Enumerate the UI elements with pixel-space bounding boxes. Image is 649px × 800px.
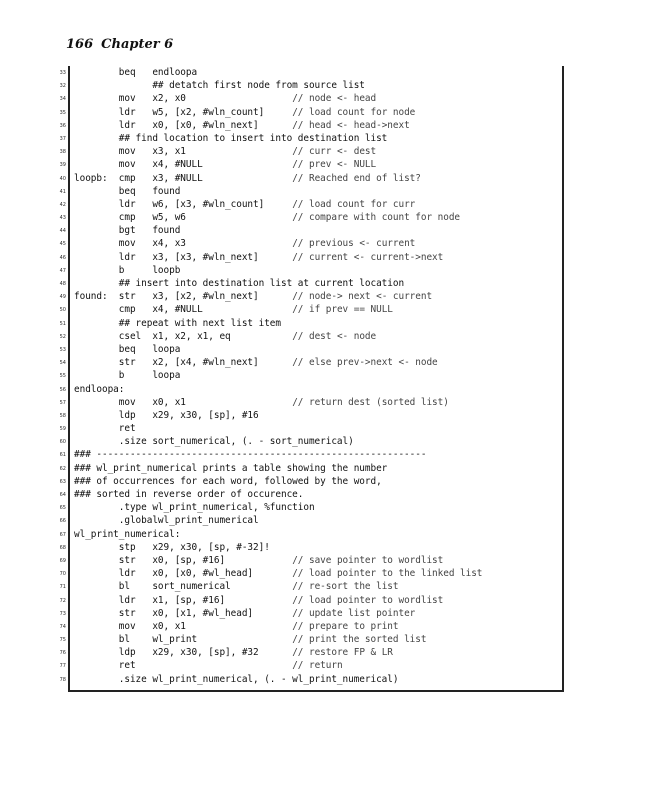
line-number: 45 [59, 241, 66, 248]
line-number: 77 [59, 663, 66, 670]
code-line [59, 237, 562, 250]
line-number: 74 [59, 623, 66, 630]
code-line [59, 646, 562, 659]
line-number: 47 [59, 267, 66, 274]
code-text: ## find location to insert into destination list [74, 132, 388, 144]
code-line [59, 369, 562, 382]
line-number: 57 [59, 399, 66, 406]
code-line [59, 290, 562, 303]
code-text: ldr x0, [x0, #wln_next] // head <- head->next [74, 119, 410, 131]
code-text: ldp x29, x30, [sp], #32 // restore FP & LR [74, 647, 393, 659]
code-line [59, 303, 562, 316]
code-comment: // node-> next <- current [292, 291, 433, 303]
code-text: ## insert into destination list at current location [74, 278, 405, 289]
code-line [59, 211, 562, 224]
code-line [59, 594, 562, 607]
code-text: str x2, [x4, #wln_next] // else prev->next <- node [74, 357, 438, 369]
line-number: 56 [59, 386, 66, 393]
code-line [59, 396, 562, 409]
code-text: ret // return [74, 660, 343, 672]
line-number: 32 [59, 83, 66, 90]
line-number: 66 [59, 518, 66, 525]
code-text: ldp x29, x30, [sp], #16 [74, 409, 259, 421]
code-text: bgt found [74, 225, 181, 237]
code-comment: // else prev->next <- node [292, 357, 438, 369]
line-number: 43 [59, 215, 66, 222]
line-number: 61 [59, 452, 66, 459]
line-number: 41 [59, 188, 66, 195]
line-number: 40 [59, 175, 66, 182]
code-comment: // load pointer to wordlist [292, 594, 444, 606]
line-number: 42 [59, 201, 66, 208]
code-line [59, 198, 562, 211]
code-text: mov x0, x1 // return dest (sorted list) [74, 396, 449, 408]
code-line [59, 620, 562, 633]
code-text: found: str x3, [x2, #wln_next] // node-> next <- current [74, 291, 433, 303]
code-text: beq loopa [74, 343, 181, 355]
code-comment: // save pointer to wordlist [292, 554, 444, 566]
code-text: ### of occurrences for each word, followed by the word, [74, 475, 382, 487]
line-number: 34 [59, 96, 66, 103]
code-text: .size sort_numerical, (. - sort_numerical) [74, 436, 354, 448]
page-number: 166 [66, 37, 94, 52]
code-line [59, 383, 562, 396]
line-number: 78 [59, 676, 66, 683]
code-line [59, 264, 562, 277]
code-text: ldr w6, [x3, #wln_count] // load count for curr [74, 198, 416, 210]
code-line [59, 501, 562, 514]
code-text: ldr x1, [sp, #16] // load pointer to wordlist [74, 594, 444, 606]
code-comment: // compare with count for node [292, 212, 461, 224]
line-number: 36 [59, 122, 66, 129]
code-line [59, 607, 562, 620]
code-text: cmp x4, #NULL // if prev == NULL [74, 304, 393, 316]
line-number: 70 [59, 571, 66, 578]
code-text: mov x2, x0 // node <- head [74, 93, 377, 105]
code-line [59, 448, 562, 461]
code-comment: // restore FP & LR [292, 647, 393, 659]
code-text: .globalwl_print_numerical [74, 515, 259, 527]
line-number: 72 [59, 597, 66, 604]
code-lines [59, 66, 562, 686]
line-number: 58 [59, 412, 66, 419]
code-line [59, 462, 562, 475]
line-number: 75 [59, 637, 66, 644]
line-number: 76 [59, 650, 66, 657]
code-text: csel x1, x2, x1, eq // dest <- node [74, 330, 377, 342]
line-number: 50 [59, 307, 66, 314]
line-number: 44 [59, 228, 66, 235]
code-line [59, 409, 562, 422]
code-line [59, 277, 562, 290]
code-line [59, 132, 562, 145]
code-text: ldr x0, [x0, #wl_head] // load pointer to the linked list [74, 568, 483, 580]
code-listing [59, 66, 564, 692]
line-number: 33 [59, 70, 66, 76]
code-line [59, 528, 562, 541]
code-text: wl_print_numerical: [74, 528, 181, 540]
line-number: 62 [59, 465, 66, 472]
code-text: ### wl_print_numerical prints a table showing the number [74, 462, 388, 474]
code-line [59, 422, 562, 435]
code-text: b loopa [74, 370, 181, 382]
code-text: .type wl_print_numerical, %function [74, 502, 315, 514]
line-number: 69 [59, 557, 66, 564]
code-text: ### sorted in reverse order of occurence. [74, 489, 304, 500]
code-text: ### ----------------------------------------------------------- [74, 449, 427, 461]
line-number: 71 [59, 584, 66, 591]
line-number: 52 [59, 333, 66, 340]
code-comment: // load pointer to the linked list [292, 568, 483, 580]
code-line [59, 475, 562, 488]
line-number: 53 [59, 346, 66, 353]
code-line [59, 158, 562, 171]
line-number: 48 [59, 281, 66, 287]
code-text: beq endloopa [74, 67, 198, 78]
code-text: cmp w5, w6 // compare with count for node [74, 212, 461, 224]
code-text: mov x0, x1 // prepare to print [74, 620, 399, 632]
code-text: str x0, [sp, #16] // save pointer to wordlist [74, 554, 444, 566]
code-text: b loopb [74, 264, 181, 276]
code-text: ret [74, 423, 153, 435]
code-comment: // load count for curr [292, 198, 416, 210]
code-line [59, 185, 562, 198]
code-comment: // return dest (sorted list) [292, 396, 449, 408]
line-number: 35 [59, 109, 66, 116]
code-comment: // node <- head [292, 93, 377, 105]
code-comment: // if prev == NULL [292, 304, 393, 316]
code-line [59, 251, 562, 264]
code-line [59, 514, 562, 527]
code-text: mov x3, x1 // curr <- dest [74, 146, 377, 158]
code-text: bl wl_print // print the sorted list [74, 634, 427, 646]
code-text: ldr x3, [x3, #wln_next] // current <- current->next [74, 251, 444, 263]
code-line [59, 92, 562, 105]
line-number: 60 [59, 439, 66, 446]
code-comment: // prev <- NULL [292, 159, 377, 171]
code-line [59, 659, 562, 672]
code-text: mov x4, x3 // previous <- current [74, 238, 416, 250]
code-comment: // load count for node [292, 106, 416, 118]
code-comment: // dest <- node [292, 330, 377, 342]
code-text: beq found [74, 185, 181, 197]
code-line [59, 343, 562, 356]
code-line [59, 435, 562, 448]
line-number: 73 [59, 610, 66, 617]
code-text: ## repeat with next list item [74, 317, 281, 329]
code-line [59, 673, 562, 686]
line-number: 63 [59, 478, 66, 485]
code-line [59, 541, 562, 554]
code-line [59, 119, 562, 132]
code-comment: // Reached end of list? [292, 172, 421, 184]
code-text: loopb: cmp x3, #NULL // Reached end of list? [74, 172, 421, 184]
code-line [59, 79, 562, 92]
code-line [59, 567, 562, 580]
code-line [59, 106, 562, 119]
code-comment: // return [292, 660, 343, 672]
line-number: 67 [59, 531, 66, 538]
code-line [59, 356, 562, 369]
code-text: .size wl_print_numerical, (. - wl_print_numerical) [74, 673, 399, 685]
line-number: 39 [59, 162, 66, 169]
line-number: 64 [59, 492, 66, 498]
code-comment: // prepare to print [292, 620, 399, 632]
page-header [66, 37, 173, 52]
line-number: 38 [59, 149, 66, 156]
code-line [59, 633, 562, 646]
code-line [59, 317, 562, 330]
line-number: 65 [59, 505, 66, 512]
code-line [59, 66, 562, 79]
code-line [59, 554, 562, 567]
code-text: str x0, [x1, #wl_head] // update list pointer [74, 607, 416, 619]
line-number: 68 [59, 544, 66, 551]
line-number: 49 [59, 294, 66, 301]
code-line [59, 145, 562, 158]
code-comment: // print the sorted list [292, 634, 427, 646]
code-text: mov x4, #NULL // prev <- NULL [74, 159, 377, 171]
code-line [59, 488, 562, 501]
line-number: 59 [59, 426, 66, 433]
code-comment: // head <- head->next [292, 119, 410, 131]
code-comment: // re-sort the list [292, 581, 399, 593]
code-line [59, 580, 562, 593]
code-text: ldr w5, [x2, #wln_count] // load count for node [74, 106, 416, 118]
code-text: stp x29, x30, [sp, #-32]! [74, 541, 270, 553]
code-text: bl sort_numerical // re-sort the list [74, 581, 399, 593]
code-text: ## detatch first node from source list [74, 80, 365, 92]
line-number: 54 [59, 360, 66, 367]
code-line [59, 224, 562, 237]
code-comment: // previous <- current [292, 238, 416, 250]
code-text: endloopa: [74, 383, 125, 395]
code-comment: // curr <- dest [292, 146, 377, 158]
code-comment: // current <- current->next [292, 251, 444, 263]
line-number: 46 [59, 254, 66, 261]
code-line [59, 172, 562, 185]
chapter-title: Chapter 6 [101, 37, 174, 52]
line-number: 55 [59, 373, 66, 380]
code-comment: // update list pointer [292, 607, 416, 619]
line-number: 51 [59, 320, 66, 327]
line-number: 37 [59, 135, 66, 142]
code-line [59, 330, 562, 343]
